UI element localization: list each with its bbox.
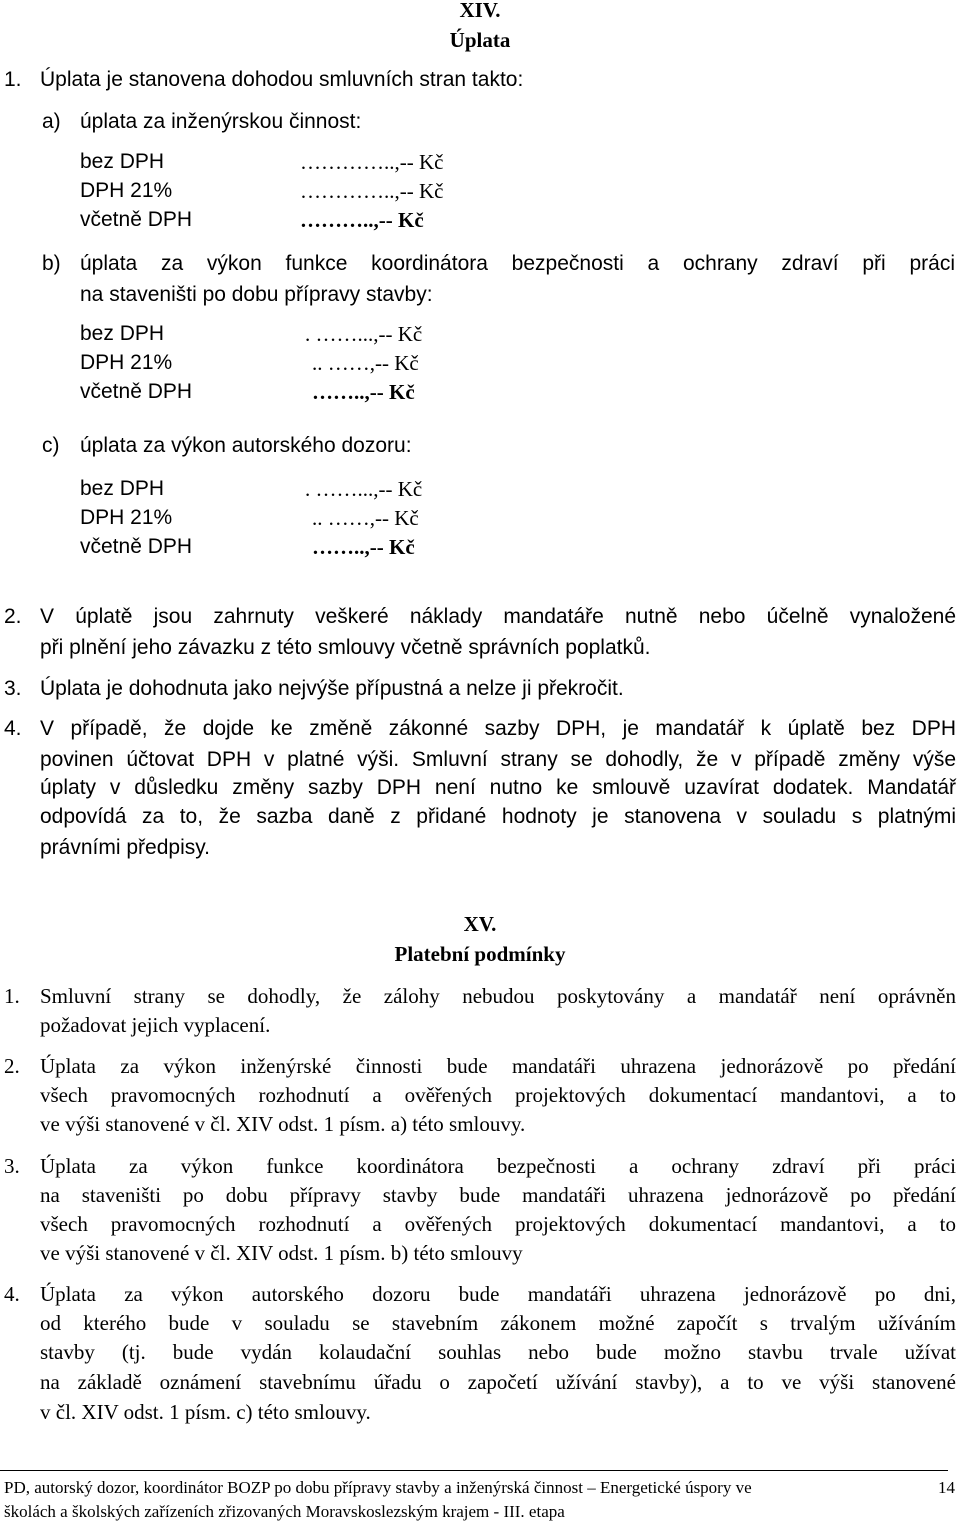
paragraph-text: Úplata je dohodnuta jako nejvýše přípustná a nelze ji překročit. xyxy=(40,677,624,700)
paragraph-number: 1. xyxy=(4,984,20,1008)
price-label: včetně DPH xyxy=(80,535,193,558)
price-total: ……..,-- Kč xyxy=(312,535,415,559)
paragraph-text: všech pravomocných rozhodnutí a ověřených projektových dokumentací mandantovi, a to xyxy=(40,1212,956,1236)
price-label: DPH 21% xyxy=(80,179,173,202)
price-total: ………..,-- Kč xyxy=(300,208,424,232)
paragraph-text: právními předpisy. xyxy=(40,836,211,859)
paragraph-text: V úplatě jsou zahrnuty veškeré náklady mandatáře nutně nebo účelně vynaložené xyxy=(40,605,956,628)
item-text: úplata za výkon funkce koordinátora bezpečnosti a ochrany zdraví při práci xyxy=(80,252,955,275)
item-label: b) xyxy=(42,252,61,275)
paragraph-text: od kterého bude v souladu se stavebním zákonem možné započít s trvalým užíváním xyxy=(40,1311,956,1335)
paragraph-text: na základě oznámení stavebnímu úřadu o započetí užívání stavby), a to ve výši stanovené xyxy=(40,1370,956,1394)
price-value: …………..,-- Kč xyxy=(300,179,444,203)
price-label: včetně DPH xyxy=(80,208,193,231)
paragraph-number: 1. xyxy=(4,68,22,91)
price-value: .. ……,-- Kč xyxy=(312,506,419,530)
price-label: bez DPH xyxy=(80,322,165,345)
paragraph-text: ve výši stanovené v čl. XIV odst. 1 písm. a) této smlouvy. xyxy=(40,1112,526,1136)
paragraph-number: 3. xyxy=(4,1154,20,1178)
item-text: úplata za výkon autorského dozoru: xyxy=(80,434,412,457)
paragraph-text: úplaty v důsledku změny sazby DPH není nutno ke smlouvě uzavírat dodatek. Mandatář xyxy=(40,776,956,799)
price-total: ……..,-- Kč xyxy=(312,380,415,404)
price-value: . ……...,-- Kč xyxy=(305,477,423,501)
paragraph-text: V případě, že dojde ke změně zákonné sazby DPH, je mandatář k úplatě bez DPH xyxy=(40,717,956,740)
paragraph-text: Úplata za výkon funkce koordinátora bezpečnosti a ochrany zdraví při práci xyxy=(40,1154,956,1178)
paragraph-text: v čl. XIV odst. 1 písm. c) této smlouvy. xyxy=(40,1400,371,1424)
footer-divider xyxy=(0,1470,948,1471)
price-label: včetně DPH xyxy=(80,380,193,403)
paragraph-number: 4. xyxy=(4,1282,20,1306)
item-text: úplata za inženýrskou činnost: xyxy=(80,110,362,133)
paragraph-text: Úplata je stanovena dohodou smluvních stran takto: xyxy=(40,68,524,91)
price-label: bez DPH xyxy=(80,477,165,500)
paragraph-text: odpovídá za to, že sazba daně z přidané hodnoty je stanovena v souladu s platnými xyxy=(40,805,956,828)
paragraph-number: 4. xyxy=(4,717,22,740)
item-label: c) xyxy=(42,434,60,457)
section-title: Platební podmínky xyxy=(394,942,566,966)
price-label: DPH 21% xyxy=(80,351,173,374)
section-number: XV. xyxy=(463,912,497,936)
paragraph-text: všech pravomocných rozhodnutí a ověřených projektových dokumentací mandantovi, a to xyxy=(40,1083,956,1107)
footer-text: PD, autorský dozor, koordinátor BOZP po dobu přípravy stavby a inženýrská činnost – Energetické úspory ve xyxy=(4,1478,752,1497)
price-label: bez DPH xyxy=(80,150,165,173)
item-text-continued: na staveništi po dobu přípravy stavby: xyxy=(80,283,433,306)
page-number: 14 xyxy=(938,1478,955,1497)
paragraph-number: 2. xyxy=(4,605,22,628)
paragraph-text: Úplata za výkon autorského dozoru bude mandatáři uhrazena jednorázově po dni, xyxy=(40,1282,956,1306)
paragraph-text: ve výši stanovené v čl. XIV odst. 1 písm. b) této smlouvy xyxy=(40,1241,523,1265)
section-number: XIV. xyxy=(459,0,501,22)
paragraph-text: povinen účtovat DPH v platné výši. Smluvní strany se dohodly, že v případě změny výše xyxy=(40,748,956,771)
paragraph-number: 2. xyxy=(4,1054,20,1078)
paragraph-text: požadovat jejich vyplacení. xyxy=(40,1013,271,1037)
price-value: . ……...,-- Kč xyxy=(305,322,423,346)
paragraph-text: stavby (tj. bude vydán kolaudační souhlas nebo bude možno stavbu trvale užívat xyxy=(40,1340,956,1364)
section-title: Úplata xyxy=(449,28,511,52)
footer-text: školách a školských zařízeních zřizovaných Moravskoslezským krajem - III. etapa xyxy=(4,1502,565,1521)
price-value: …………..,-- Kč xyxy=(300,150,444,174)
price-label: DPH 21% xyxy=(80,506,173,529)
price-value: .. ……,-- Kč xyxy=(312,351,419,375)
paragraph-number: 3. xyxy=(4,677,22,700)
item-label: a) xyxy=(42,110,61,133)
paragraph-text-continued: při plnění jeho závazku z této smlouvy včetně správních poplatků. xyxy=(40,636,651,659)
paragraph-text: Smluvní strany se dohodly, že zálohy nebudou poskytovány a mandatář není oprávněn xyxy=(40,984,956,1008)
paragraph-text: Úplata za výkon inženýrské činnosti bude mandatáři uhrazena jednorázově po předání xyxy=(40,1054,956,1078)
paragraph-text: na staveništi po dobu přípravy stavby bude mandatáři uhrazena jednorázově po předání xyxy=(40,1183,956,1207)
